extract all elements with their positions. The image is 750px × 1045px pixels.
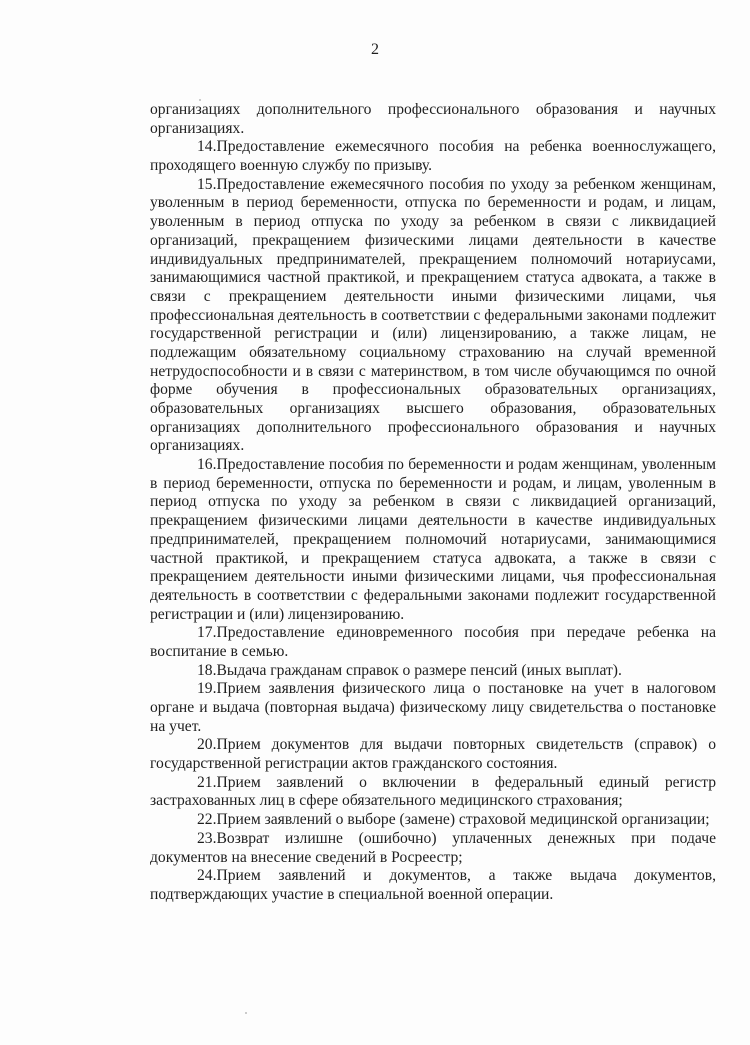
list-item-14: 14.Предоставление ежемесячного пособия на ребенка военнослужащего, проходящего военную службу по призыву. xyxy=(150,138,716,175)
list-item-17: 17.Предоставление единовременного пособия при передаче ребенка на воспитание в семью. xyxy=(150,624,716,660)
list-item-22: 22.Прием заявлений о выборе (замене) страховой медицинской организации; xyxy=(197,811,710,829)
list-item-20: 20.Прием документов для выдачи повторных свидетельств (справок) о государственной регистрации актов гражданского состояния. xyxy=(150,736,716,773)
list-item-15: 15.Предоставление ежемесячного пособия по уходу за ребенком женщинам, уволенным в период беременности, отпуска по беременности и родам, и лицам, уволенным в период отпуска по уходу за ребенком в связи с ликвидацией организаций, прекращением физическими лицами деятельности в качестве индивидуальных предпринимателей, прекращением полномочий нотариусами, занимающимися частной практикой, и прекращением статуса адвоката, а также в связи с прекращением деятельности иными физическими лицами, чья профессиональная деятельность в соответствии с федеральными законами подлежит государственной регистрации и (или) лицензированию, а также лицам, не подлежащим обязательному социальному страхованию на случай временной нетрудоспособности и в связи с материнством, в том числе обучающимся по очной форме обучения в профессиональных образовательных организациях, образовательных организациях высшего образования, образовательных организациях дополнительного профессионального образования и научных организациях. xyxy=(150,175,716,455)
list-item-19: 19.Прием заявления физического лица о постановке на учет в налоговом органе и выдача (повторная выдача) физическому лицу свидетельства о постановке на учет. xyxy=(150,680,716,735)
scan-speck xyxy=(199,99,201,101)
list-item-18: 18.Выдача гражданам справок о размере пенсий (иных выплат). xyxy=(197,661,622,679)
list-item-21: 21.Прием заявлений о включении в федеральный единый регистр застрахованных лиц в сфере обязательного медицинского страхования; xyxy=(150,773,716,810)
list-item-23: 23.Возврат излишне (ошибочно) уплаченных денежных при подаче документов на внесение сведений в Росреестр; xyxy=(150,829,716,866)
page-number: 2 xyxy=(371,41,379,58)
list-item-16: 16.Предоставление пособия по беременности и родам женщинам, уволенным в период беременности, отпуска по беременности и родам, и лицам, уволенным в период отпуска по уходу за ребенком в связи с ликвидацией организаций, прекращением физическими лицами деятельности в качестве индивидуальных предпринимателей, прекращением полномочий нотариусами, занимающимися частной практикой, и прекращением статуса адвоката, а также в связи с прекращением деятельности иными физическими лицами, чья профессиональная деятельность в соответствии с федеральными законами подлежит государственной регистрации и (или) лицензированию. xyxy=(150,456,716,623)
document-body xyxy=(150,101,716,905)
scan-speck xyxy=(245,1012,247,1014)
paragraph-continuation: организациях дополнительного профессионального образования и научных организациях. xyxy=(150,101,716,137)
list-item-24: 24.Прием заявлений и документов, а также выдача документов, подтверждающих участие в специальной военной операции. xyxy=(150,867,716,903)
